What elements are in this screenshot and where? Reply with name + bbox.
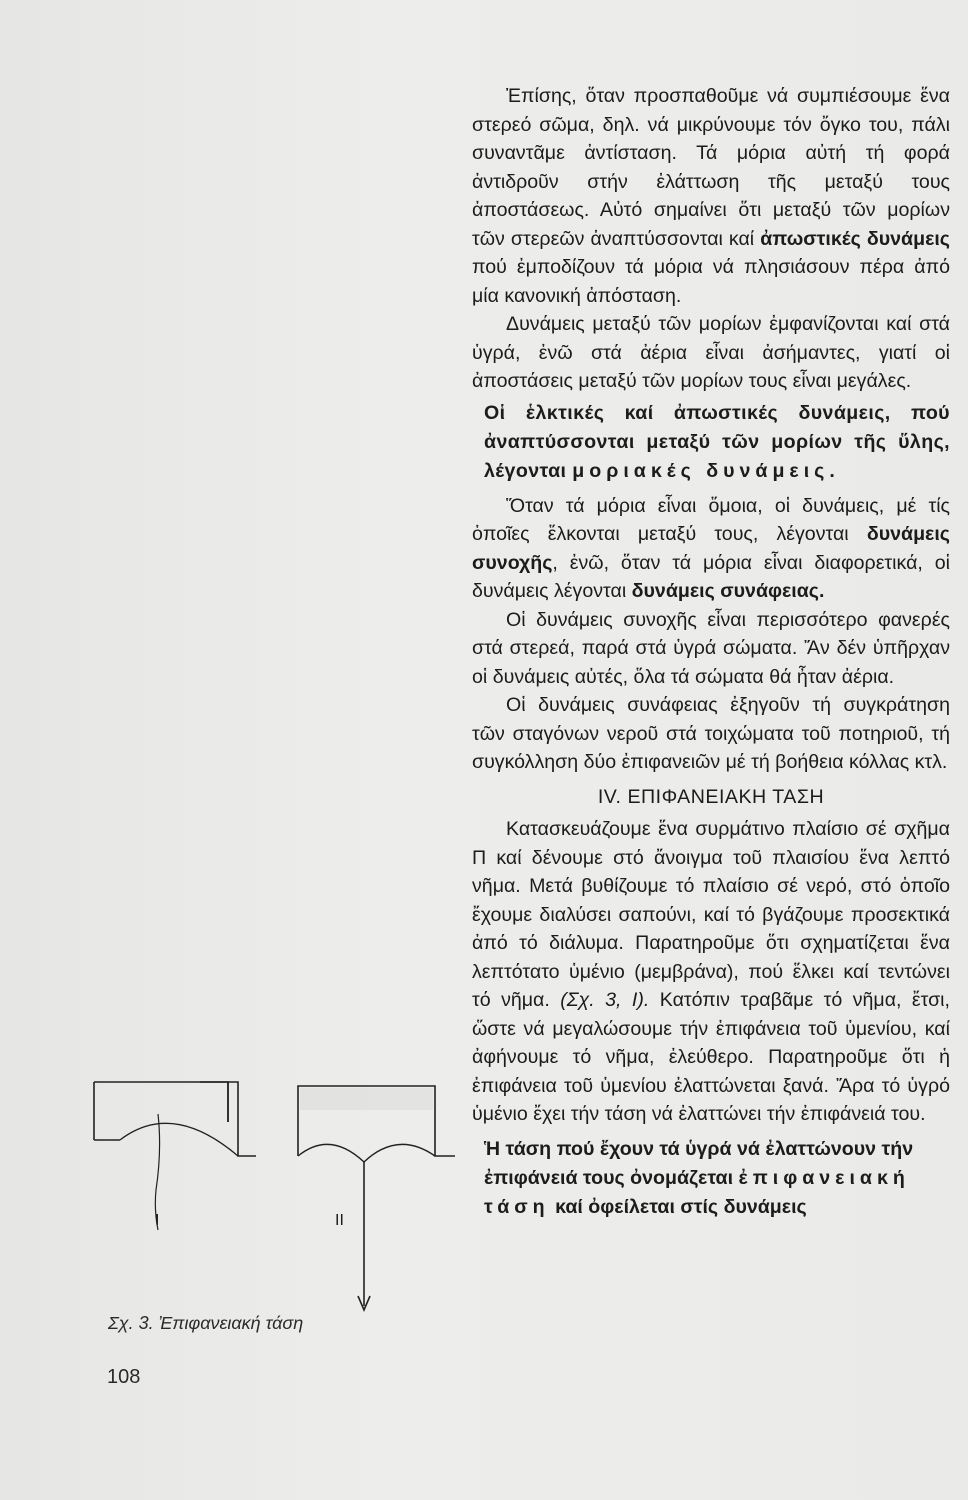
figure-reference: (Σχ. 3, Ι). (560, 989, 650, 1011)
definition-molecular-forces (484, 399, 950, 486)
definition-surface-tension (484, 1135, 950, 1222)
bold-term-cohesion: δυνάμεις συνοχῆς (472, 523, 950, 574)
frame-ii (298, 1086, 455, 1310)
film-shading (300, 1088, 433, 1110)
definition-text: Ἡ τάση πού ἔχουν τά ὑγρά νά ἐλαττώνουν τήν ἐπιφάνειά τους ὀνομάζεται (484, 1137, 914, 1189)
paragraph-compression (472, 82, 950, 310)
frame-i (94, 1082, 256, 1230)
figure-label-ii: II (335, 1212, 344, 1229)
bold-term-adhesion: δυνάμεις συνάφειας. (631, 580, 825, 602)
section-heading: IV. ΕΠΙΦΑΝΕΙΑΚΗ ΤΑΣΗ (597, 785, 825, 808)
paragraph-text: Δυνάμεις μεταξύ τῶν μορίων ἐμφανίζονται καί στά ὑγρά, ἐνῶ στά ἀέρια εἶναι ἀσήμαντες, γιατί οἱ ἀποστάσεις μεταξύ τῶν μορίων τους εἶναι μεγάλες. (472, 313, 950, 392)
text-column (472, 82, 950, 1222)
paragraph-text: Κατόπιν τραβᾶμε τό νῆμα, ἔτσι, ὥστε νά μεγαλώσουμε τήν ἐπιφάνεια τοῦ ὑμενίου, καί ἀφήνουμε τό νῆμα, ἐλεύθερο. Παρατηροῦμε ὅτι ἡ ἐπιφάνεια τοῦ ὑμενίου ἐλαττώνεται ξανά. Ἄρα τό ὑγρό ὑμένιο ἔχει τήν τάση νά ἐλαττώνει τήν ἐπιφάνειά του. (472, 989, 950, 1125)
spaced-term: μοριακές δυνάμεις. (572, 459, 840, 482)
paragraph-text: Οἱ δυνάμεις συνάφειας ἐξηγοῦν τή συγκράτηση τῶν σταγόνων νεροῦ στά τοιχώματα τοῦ ποτηριοῦ, τή συγκόλληση δύο ἐπιφανειῶν μέ τή βοήθεια κόλλας κτλ. (472, 694, 950, 773)
bold-term-repulsive-forces: ἀπωστικές δυνάμεις (760, 227, 950, 250)
paragraph-text: πού ἐμποδίζουν τά μόρια νά πλησιάσουν πέρα ἀπό μία κανονική ἀπόσταση. (472, 256, 950, 307)
surface-tension-figure (80, 1070, 460, 1320)
paragraph-text: Ἐπίσης, ὅταν προσπαθοῦμε νά συμπιέσουμε ἕνα στερεό σῶμα, δηλ. νά μικρύνουμε τόν ὄγκο του, πάλι συναντᾶμε ἀντίσταση. Τά μόρια αὐτή τή φορά ἀντιδροῦν στήν ἐλάττωση τῆς μεταξύ τους ἀποστάσεως. Αὐτό σημαίνει ὅτι μεταξύ τῶν μορίων τῶν στερεῶν ἀναπτύσσονται καί (472, 85, 950, 250)
paragraph-fluids (472, 310, 950, 396)
paragraph-cohesion-adhesion (472, 492, 950, 606)
paragraph-cohesion-solids (472, 606, 950, 692)
figure-label-i: I (155, 1212, 160, 1229)
page-number: 108 (107, 1366, 141, 1388)
paragraph-text: Ὅταν τά μόρια εἶναι ὅμοια, οἱ δυνάμεις, μέ τίς ὁποῖες ἕλκονται μεταξύ τους, λέγονται (472, 494, 950, 545)
definition-text: καί ὀφείλεται στίς δυνάμεις (555, 1195, 807, 1218)
paragraph-text: Κατασκευάζουμε ἕνα συρμάτινο πλαίσιο σέ σχῆμα Π καί δένουμε στό ἄνοιγμα τοῦ πλαισίου ἕνα λεπτό νῆμα. Μετά βυθίζουμε τό πλαίσιο σέ νερό, στό ὁποῖο ἔχουμε διαλύσει σαπούνι, καί τό βγάζουμε προσεκτικά ἀπό τό διάλυμα. Παρατηροῦμε ὅτι σχηματίζεται ἕνα λεπτότατο ὑμένιο (μεμβράνα), πού ἕλκει καί τεντώνει τό νῆμα. (472, 818, 950, 1011)
paragraph-text: Οἱ δυνάμεις συνοχῆς εἶναι περισσότερο φανερές στά στερεά, παρά στά ὑγρά σώματα. Ἄν δέν ὑπῆρχαν οἱ δυνάμεις αὐτές, ὅλα τά σώματα θά ἦταν ἀέρια. (472, 608, 950, 688)
spaced-term: ἐπιφανειακή τάση (484, 1166, 910, 1218)
paragraph-text: , ἐνῶ, ὅταν τά μόρια εἶναι διαφορετικά, οἱ δυνάμεις λέγονται (472, 551, 950, 602)
paragraph-experiment (472, 815, 950, 1129)
paragraph-adhesion-examples (472, 691, 950, 777)
figure-caption: Σχ. 3. Ἐπιφανειακή τάση (108, 1313, 304, 1333)
definition-text: Οἱ ἑλκτικές καί ἀπωστικές δυνάμεις, πού ἀναπτύσσονται μεταξύ τῶν μορίων τῆς ὕλης, λέγονται (484, 401, 950, 482)
